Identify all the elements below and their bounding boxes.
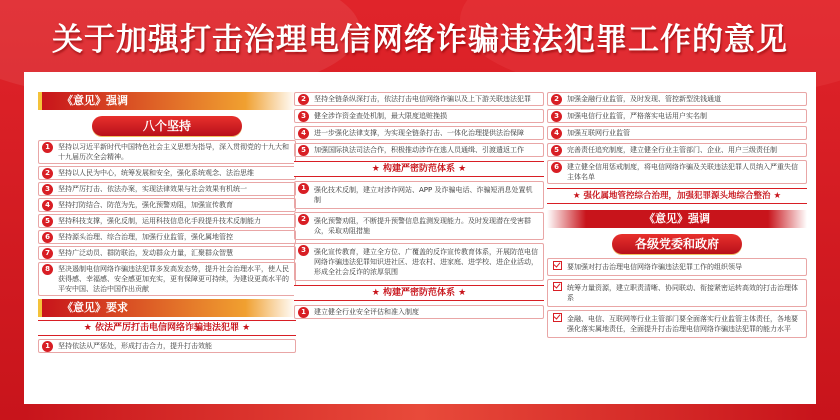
number-badge: 3 [551, 111, 562, 122]
item-text: 坚持科技支撑，强化反制，运用科技信息化手段提升技术反制能力 [58, 217, 261, 225]
item-text: 建立健全行业安全评估和准入制度 [314, 308, 419, 316]
list-item [547, 258, 807, 276]
number-badge: 1 [42, 341, 53, 352]
number-badge: 2 [298, 94, 309, 105]
column-left [38, 92, 296, 355]
list-item [38, 198, 296, 212]
number-badge: 4 [298, 128, 309, 139]
item-text: 进一步强化法律支撑，为实现全链条打击、一体化治理提供法治保障 [314, 129, 524, 137]
list-item [38, 182, 296, 196]
item-text: 加强金融行业监管，及时发现、管控新型洗钱通道 [567, 95, 721, 103]
list-item [547, 279, 807, 307]
list-item [294, 181, 544, 209]
number-badge: 2 [551, 94, 562, 105]
checkbox-icon [553, 313, 562, 322]
section-head-opinion-requirements: 《意见》要求 [38, 299, 296, 317]
item-text: 加强互联网行业监管 [567, 129, 630, 137]
number-badge: 7 [42, 248, 53, 259]
number-badge: 5 [551, 145, 562, 156]
number-badge: 8 [42, 264, 53, 275]
item-text: 坚决遏制电信网络诈骗违法犯罪多发高发态势，提升社会治理水平，使人民获得感、幸福感、安全感更加充实，更有保障更可持续，为建设更高水平的平安中国、法治中国作出贡献 [58, 265, 289, 293]
number-badge: 4 [551, 128, 562, 139]
decor-bottom-strip [24, 404, 816, 420]
band-territorial-control: ★ 强化属地管控综合治理，加强犯罪源头地综合整治 ★ [547, 188, 807, 204]
list-item [294, 126, 544, 140]
list-item [294, 212, 544, 240]
band-prevention-system-2: ★ 构建严密防范体系 ★ [294, 285, 544, 301]
band-strike-fraud: ★ 依法严厉打击电信网络诈骗违法犯罪 ★ [38, 320, 296, 336]
list-item [294, 143, 544, 157]
list-item [38, 166, 296, 180]
list-item [38, 246, 296, 260]
item-text: 坚持打防结合、防范为先，强化预警劝阻，加强宣传教育 [58, 201, 233, 209]
party-government-banner: 各级党委和政府 [612, 234, 742, 254]
item-text: 加强国际执法司法合作，积极推动涉诈在逃人员通缉、引渡遣返工作 [314, 146, 524, 154]
list-item [294, 305, 544, 319]
checkbox-icon [553, 282, 562, 291]
section-head-opinion-emphasis: 《意见》强调 [38, 92, 296, 110]
list-item [547, 126, 807, 140]
item-text: 坚持依法从严惩处，形成打击合力，提升打击效能 [58, 342, 212, 350]
item-text: 坚持广泛动员、群防联治，发动群众力量，汇聚群众智慧 [58, 249, 233, 257]
column-middle [294, 92, 544, 322]
number-badge: 6 [551, 162, 562, 173]
number-badge: 1 [42, 142, 53, 153]
item-text: 强化技术反制，建立对涉诈网站、APP 及诈骗电话、诈骗短消息处置机制 [314, 186, 533, 204]
list-item [547, 109, 807, 123]
item-text: 坚持源头治理、综合治理，加强行业监管，强化属地管控 [58, 233, 233, 241]
number-badge: 6 [42, 232, 53, 243]
list-item [38, 262, 296, 296]
list-item [38, 339, 296, 353]
number-badge: 4 [42, 200, 53, 211]
item-text: 金融、电信、互联网等行业主管部门要全面落实行业监管主体责任，各地要强化落实属地责任，全面提升打击治理电信网络诈骗违法犯罪的能力水平 [567, 315, 798, 333]
list-item [294, 92, 544, 106]
item-text: 统筹力量资源，建立职责清晰、协同联动、衔接紧密运转高效的打击治理体系 [567, 284, 798, 302]
number-badge: 3 [298, 245, 309, 256]
checkbox-icon [553, 261, 562, 270]
item-text: 坚持以人民为中心，统筹发展和安全，强化系统观念、法治思维 [58, 169, 254, 177]
column-right [547, 92, 807, 341]
item-text: 要加强对打击治理电信网络诈骗违法犯罪工作的组织领导 [567, 263, 742, 271]
list-item [38, 214, 296, 228]
number-badge: 2 [298, 214, 309, 225]
section-head-opinion-emphasis-2: 《意见》强调 [547, 210, 807, 228]
eight-principles-banner: 八个坚持 [92, 116, 242, 136]
list-item [38, 140, 296, 164]
item-text: 强化宣传教育，建立全方位、广覆盖的反诈宣传教育体系，开展防范电信网络诈骗违法犯罪知识进社区、进农村、进家庭、进学校、进企业活动，形成全社会反诈的浓厚氛围 [314, 248, 538, 276]
list-item [547, 160, 807, 184]
number-badge: 1 [298, 183, 309, 194]
item-text: 加强电信行业监管，严格落实电话用户实名制 [567, 112, 707, 120]
item-text: 强化预警劝阻，不断提升预警信息监测发现能力。及时发现潜在受害群众，采取劝阻措施 [314, 217, 531, 235]
list-item [547, 143, 807, 157]
item-text: 健全涉诈资金查处机制，最大限度追赃挽损 [314, 112, 447, 120]
content-panel [24, 72, 816, 410]
page-title: 关于加强打击治理电信网络诈骗违法犯罪工作的意见 [52, 22, 788, 58]
number-badge: 2 [42, 168, 53, 179]
band-prevention-system: ★ 构建严密防范体系 ★ [294, 161, 544, 177]
number-badge: 5 [42, 216, 53, 227]
number-badge: 5 [298, 145, 309, 156]
list-item [294, 109, 544, 123]
item-text: 建立健全信用惩戒制度，将电信网络诈骗及关联违法犯罪人员纳入严重失信主体名单 [567, 163, 798, 181]
item-text: 完善责任追究制度，建立健全行业主管部门、企业、用户三级责任制 [567, 146, 777, 154]
number-badge: 1 [298, 307, 309, 318]
item-text: 坚持以习近平新时代中国特色社会主义思想为指导，深入贯彻党的十九大和十九届历次全会精神。 [58, 143, 289, 161]
list-item [547, 310, 807, 338]
number-badge: 3 [298, 111, 309, 122]
list-item [38, 230, 296, 244]
item-text: 坚持严厉打击、依法办案，实现法律效果与社会效果有机统一 [58, 185, 247, 193]
number-badge: 3 [42, 184, 53, 195]
item-text: 坚持全链条纵深打击，依法打击电信网络诈骗以及上下游关联违法犯罪 [314, 95, 531, 103]
list-item [547, 92, 807, 106]
list-item [294, 243, 544, 281]
